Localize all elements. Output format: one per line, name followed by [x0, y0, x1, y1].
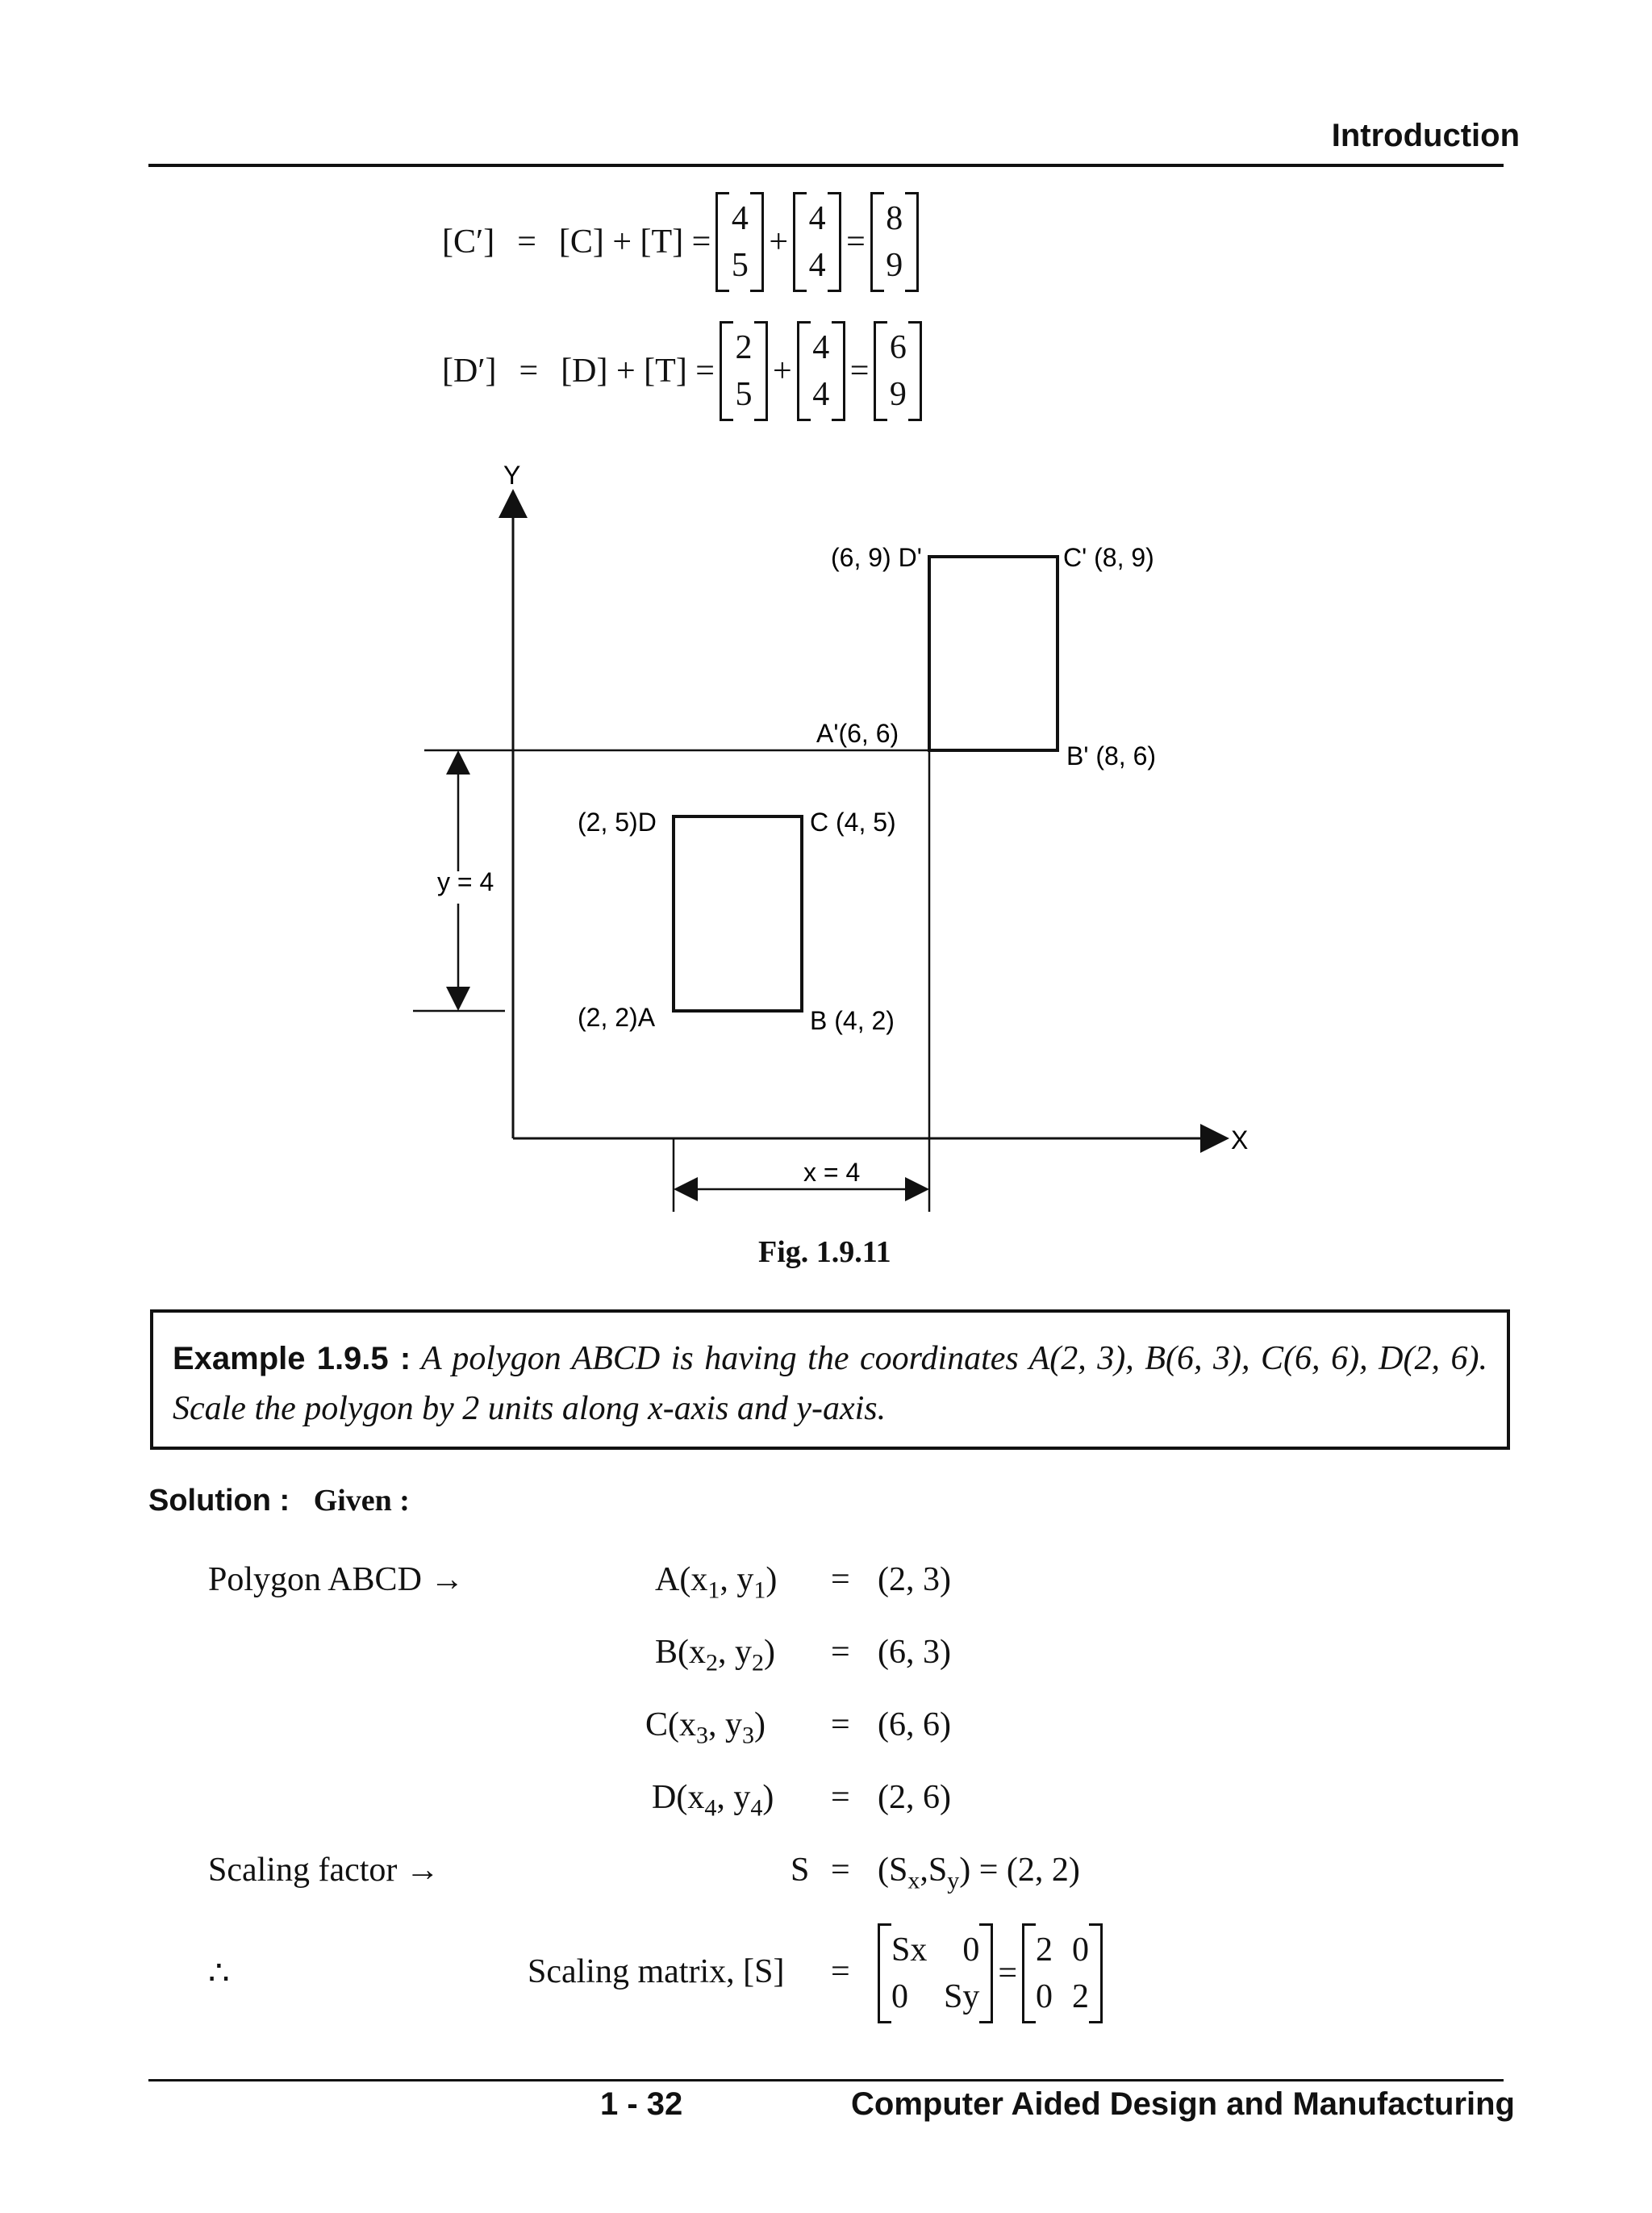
eq-sign: = [998, 1955, 1018, 1992]
eq-sign: = [831, 1634, 850, 1671]
matrix-d: 2 5 [720, 321, 768, 421]
eq-sign: = [831, 1706, 850, 1743]
given-row: $A(x_1$, $y_1$) [655, 1561, 778, 1604]
label-b-prime: B' (8, 6) [1066, 741, 1157, 770]
eq-sign: = [846, 223, 866, 261]
scaling-matrix-label: Scaling matrix, [S] [528, 1953, 785, 1990]
eq-sign: = [519, 353, 539, 390]
matrix-t: 4 4 [793, 192, 841, 292]
eq-sign: = [831, 1779, 850, 1816]
given-row: $B(x_2$, $y_2$) [655, 1634, 776, 1676]
given-row: $C(x_3$, $y_3$) [645, 1706, 766, 1749]
eq-lhs: [D′] [442, 353, 497, 390]
label-d-prime: (6, 9) D' [831, 543, 922, 572]
original-polygon [674, 816, 802, 1011]
given-label: Given : [313, 1484, 410, 1518]
example-box [150, 1309, 1510, 1450]
figure-caption: Fig. 1.9.11 [758, 1235, 891, 1269]
solution-label: Solution : [148, 1484, 290, 1518]
eq-sign: = [831, 1852, 850, 1889]
label-c: C (4, 5) [810, 808, 896, 837]
y-axis-label: Y [503, 461, 521, 490]
x-axis-label: X [1231, 1125, 1249, 1155]
label-a-prime: A'(6, 6) [816, 719, 899, 748]
eq-rhs: [D] + [T] = [561, 353, 715, 390]
solution-heading [148, 1483, 410, 1518]
scaling-value: $(S_x,S_y) = (2$, 2) [878, 1852, 1080, 1894]
scaling-s: S [791, 1852, 810, 1889]
label-a: (2, 2)A [578, 1003, 656, 1032]
book-title: Computer Aided Design and Manufacturing [851, 2086, 1515, 2122]
given-value: (6, 3) [878, 1634, 951, 1671]
matrix-d-prime: 6 9 [874, 321, 922, 421]
given-value: (2, 3) [878, 1561, 951, 1598]
example-text [173, 1334, 1487, 1434]
plus-sign: + [769, 223, 789, 261]
label-d: (2, 5)D [578, 808, 657, 837]
therefore-symbol: ∴ [208, 1955, 230, 1992]
given-value: (2, 6) [878, 1779, 951, 1816]
matrix-c-prime: 8 9 [870, 192, 919, 292]
matrix-t: 4 4 [797, 321, 845, 421]
scaling-factor-label: Scaling factor → [208, 1852, 440, 1889]
label-tx: x = 4 [803, 1158, 861, 1187]
symbolic-scaling-matrix: Sx 0 0 Sy [878, 1923, 993, 2023]
scaling-matrix-expression [873, 1923, 1108, 2023]
given-row: $D(x_4$, $y_4$) [652, 1779, 774, 1822]
eq-lhs: [C′] [442, 223, 495, 261]
matrix-c: 4 5 [715, 192, 764, 292]
example-label: Example 1.9.5 : [173, 1341, 411, 1376]
page-number: 1 - 32 [600, 2086, 683, 2122]
eq-sign: = [831, 1561, 850, 1598]
numeric-scaling-matrix: 2 0 0 2 [1022, 1923, 1103, 2023]
label-b: B (4, 2) [810, 1006, 895, 1035]
eq-sign: = [849, 353, 870, 390]
running-header: Introduction [1331, 118, 1520, 153]
given-value: (6, 6) [878, 1706, 951, 1743]
label-ty: y = 4 [437, 867, 494, 896]
polygon-label: Polygon ABCD → [208, 1561, 465, 1598]
plus-sign: + [773, 353, 792, 390]
footer-rule [148, 2079, 1504, 2081]
translated-polygon [929, 557, 1058, 750]
example-statement: A polygon ABCD is having the coordinates A(2, 3), B(6, 3), C(6, 6), D(2, 6). Scale the polygon by 2 units along x-axis and y-axis. [173, 1340, 1487, 1427]
eq-sign: = [831, 1953, 850, 1990]
eq-rhs: [C] + [T] = [558, 223, 711, 261]
label-c-prime: C' (8, 9) [1063, 543, 1154, 572]
eq-sign: = [517, 223, 536, 261]
